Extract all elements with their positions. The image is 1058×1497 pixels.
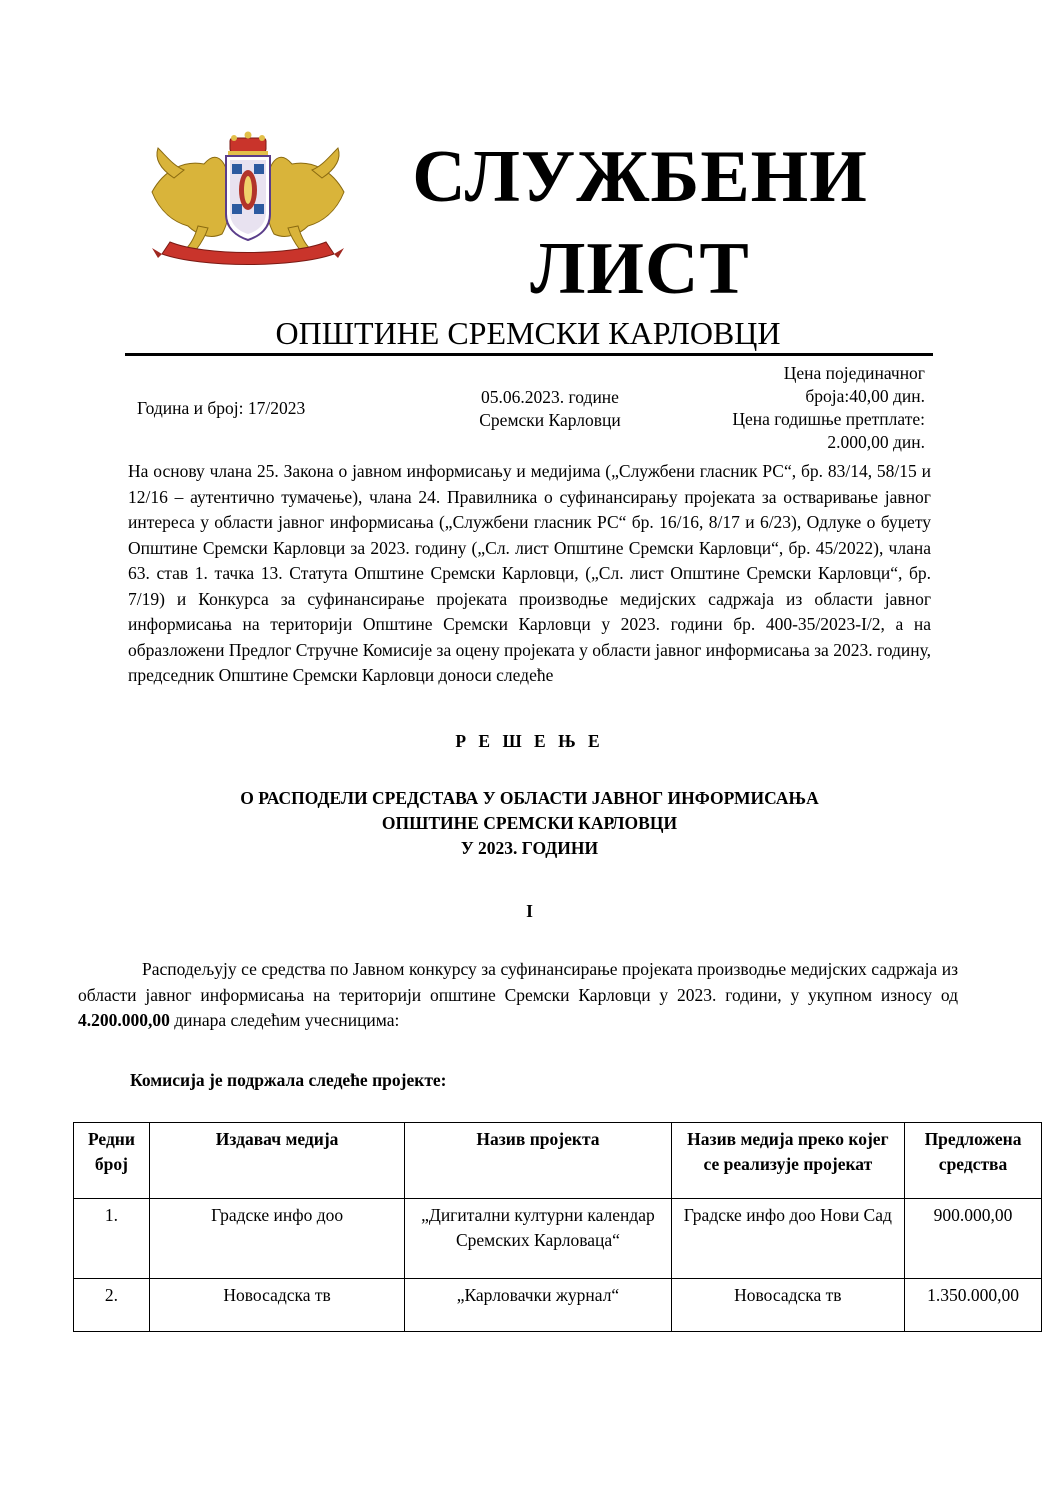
- price-info: [660, 362, 925, 454]
- table-cell: 2.: [74, 1279, 150, 1332]
- column-header: Назив медија преко којег се реализује пројекат: [671, 1123, 904, 1199]
- column-header: Предложена средства: [905, 1123, 1042, 1199]
- decision-heading: [128, 786, 931, 861]
- projects-table: [73, 1122, 1042, 1332]
- coat-of-arms-logo: [144, 130, 352, 270]
- issue-date: 05.06.2023. године: [481, 387, 619, 407]
- table-cell: 1.: [74, 1199, 150, 1279]
- price-single-line2: броја:40,00 дин.: [805, 386, 925, 406]
- allocation-paragraph: [78, 957, 958, 1034]
- table-cell: 900.000,00: [905, 1199, 1042, 1279]
- masthead-title-line1: СЛУЖБЕНИ: [412, 136, 868, 218]
- allocation-amount: 4.200.000,00: [78, 1010, 170, 1030]
- table-cell: Градске инфо доо Нови Сад: [671, 1199, 904, 1279]
- allocation-text-after: динара следећим учесницима:: [169, 1010, 400, 1030]
- column-header: Назив пројекта: [405, 1123, 671, 1199]
- column-header: Редни број: [74, 1123, 150, 1199]
- table-cell: Новосадска тв: [671, 1279, 904, 1332]
- table-cell: „Дигитални културни календар Сремских Карловаца“: [405, 1199, 671, 1279]
- heading-line: ОПШТИНЕ СРЕМСКИ КАРЛОВЦИ: [381, 813, 678, 833]
- table-cell: „Карловачки журнал“: [405, 1279, 671, 1332]
- masthead-title-line2: ЛИСТ: [530, 228, 750, 310]
- masthead-divider: [125, 353, 933, 356]
- issue-place: Сремски Карловци: [479, 410, 621, 430]
- issue-number: Година и број: 17/2023: [137, 398, 306, 418]
- table-row: [74, 1199, 1042, 1279]
- supported-projects-label: Комисија је подржала следеће пројекте:: [130, 1070, 447, 1090]
- column-header: Издавач медија: [149, 1123, 404, 1199]
- heading-line: У 2023. ГОДИНИ: [460, 838, 599, 858]
- heading-line: О РАСПОДЕЛИ СРЕДСТАВА У ОБЛАСТИ ЈАВНОГ ИНФОРМИСАЊА: [240, 788, 819, 808]
- issue-date-place: [440, 386, 660, 432]
- table-row: [74, 1279, 1042, 1332]
- masthead-subtitle: ОПШТИНЕ СРЕМСКИ КАРЛОВЦИ: [275, 315, 781, 351]
- table-cell: Градске инфо доо: [149, 1199, 404, 1279]
- section-number: I: [526, 901, 533, 921]
- table-header-row: [74, 1123, 1042, 1199]
- allocation-text-before: Расподељују се средства по Јавном конкурсу за суфинансирање пројеката производње медијских садржаја из области јавног информисања на територији општине Сремски Карловци у 2023. години, у укупном износу од: [78, 959, 958, 1005]
- intro-paragraph: На основу члана 25. Закона о јавном информисању и медијима („Службени гласник РС“, бр. 83/14, 58/15 и 12/16 – аутентично тумачење), члана 24. Правилника о суфинансирању пројеката за остваривање јавног интереса у области јавног информисања („Службени гласник РС“ бр. 16/16, 8/17 и 6/23), Одлуке о буџету Општине Сремски Карловци за 2023. годину („Сл. лист Општине Сремски Карловци“, бр. 45/2022), члана 63. став 1. тачка 13. Статута Општине Сремски Карловци, („Сл. лист Општине Сремски Карловци“, бр. 7/19) и Конкурса за суфинансирање пројеката производње медијских садржаја из области јавног информисања на територији Општине Сремски Карловци у 2023. години бр. 400-35/2023-I/2, а на образложени Предлог Стручне Комисије за оцену пројеката у области јавног информисања за 2023. годину, председник Општине Сремски Карловци доноси следеће: [128, 461, 931, 685]
- price-annual-line1: Цена годишње претплате:: [732, 409, 925, 429]
- decision-title: Р Е Ш Е Њ Е: [455, 731, 604, 751]
- price-single-line1: Цена појединачног: [783, 363, 925, 383]
- table-cell: 1.350.000,00: [905, 1279, 1042, 1332]
- table-cell: Новосадска тв: [149, 1279, 404, 1332]
- price-annual-line2: 2.000,00 дин.: [827, 432, 925, 452]
